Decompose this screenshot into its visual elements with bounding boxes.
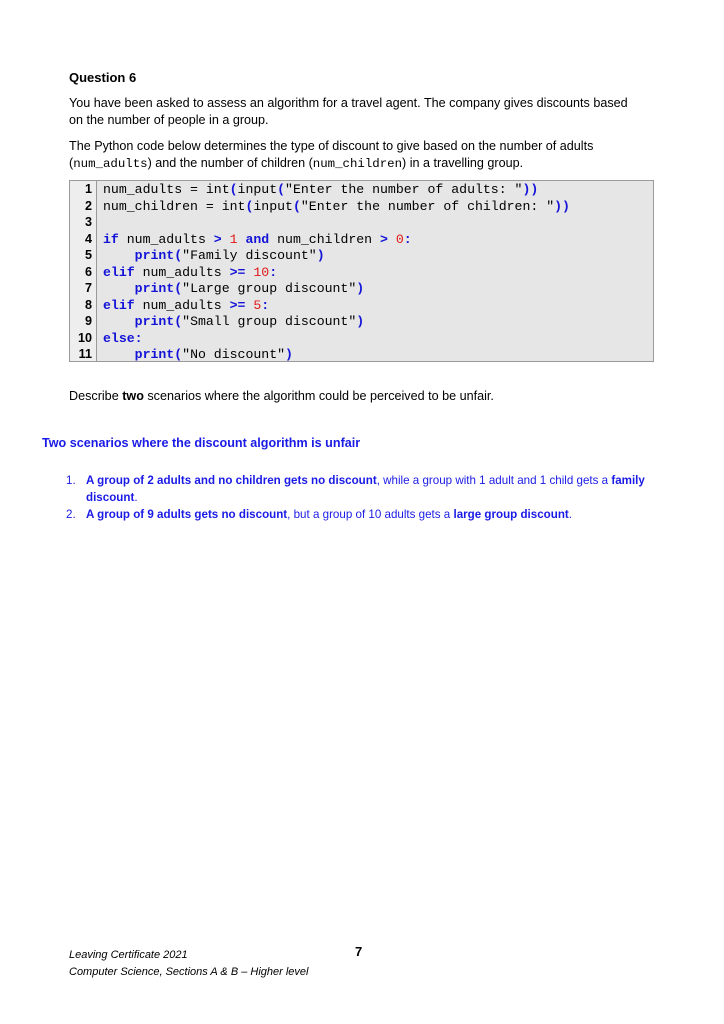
code-line-11 [103,347,293,362]
code-string: "Enter the number of adults: " [285,182,523,197]
code-number: 10 [245,264,270,280]
code-line-7 [103,281,364,296]
question-title: Question 6 [69,70,137,85]
answer-heading: Two scenarios where the discount algorithm is unfair [42,436,361,450]
answer-item-1 [66,472,676,506]
question-prompt [69,389,494,403]
code-paren: ) [356,314,365,329]
code-paren: )) [522,182,539,197]
code-string: "No discount" [182,347,286,362]
answer-bold: A group of 9 adults gets no discount [86,508,288,521]
desc-text: ) in a travelling group. [402,156,524,170]
footer-exam-year: Leaving Certificate 2021 [69,949,188,961]
prompt-emphasis: two [122,389,144,403]
page-number: 7 [355,944,363,959]
code-line-8 [103,298,269,313]
code-indent [103,347,135,362]
line-number: 2 [84,198,92,213]
code-line-4 [103,232,412,247]
code-keyword: print [134,347,175,362]
prompt-text: Describe [69,389,123,403]
code-line-10 [103,331,143,346]
code-paren: ) [285,347,293,362]
list-number: 2. [66,508,76,521]
desc-text: ( [69,156,74,170]
code-token: num_adults [118,231,214,247]
answer-item-2 [66,506,676,523]
answer-text: . [568,508,573,521]
code-operator: > [213,231,222,247]
code-token: input [237,182,278,197]
code-line-9 [103,314,364,329]
page-footer [69,947,308,981]
answer-text: , but a group of 10 adults gets a [287,508,454,521]
code-keyword: elif [103,297,135,313]
code-line-2 [103,199,570,214]
intro-line-1: You have been asked to assess an algorithm for a travel agent. The company gives discounts based [69,96,628,110]
code-indent [103,248,135,263]
list-number: 1. [66,474,76,487]
intro-line-2: on the number of people in a group. [69,113,269,127]
answer-bold: large group discount [453,508,569,521]
code-colon: : [261,297,270,313]
code-paren: ( [245,198,254,214]
code-token: num_adults [134,297,230,313]
answer-text: . [134,491,138,504]
code-number: 1 [221,231,246,247]
code-paren: ( [229,182,238,197]
code-paren: ( [292,198,301,214]
code-operator: >= [229,297,246,313]
code-operator: > [380,231,388,247]
code-colon: : [269,264,278,280]
code-keyword: print [134,248,175,263]
code-paren: ( [174,314,183,329]
code-paren: ) [316,248,325,263]
code-paren: )) [554,198,570,214]
desc-line-2 [69,155,669,173]
line-number: 4 [84,231,92,246]
code-keyword: else [103,330,135,346]
line-number: 3 [84,215,92,229]
code-line-6 [103,265,277,280]
desc-text: ) and the number of children ( [147,156,313,170]
code-token: num_adults [134,264,230,280]
code-indent [103,314,135,329]
code-token: num_adults = int [103,182,230,197]
code-string: "Small group discount" [182,314,357,329]
desc-line-1: The Python code below determines the type of discount to give based on the number of adults [69,139,594,153]
code-string: "Enter the number of children: " [300,198,555,214]
prompt-text: scenarios where the algorithm could be perceived to be unfair. [143,389,494,403]
footer-subject: Computer Science, Sections A & B – Higher level [69,966,309,978]
code-paren: ( [174,248,183,263]
line-number: 10 [77,330,92,345]
code-line-5 [103,248,325,263]
code-paren: ( [277,182,286,197]
code-paren: ) [356,281,365,296]
answer-text: , while a group with 1 adult and 1 child gets a [376,474,612,487]
code-paren: ( [174,281,183,296]
code-number: 0 [387,231,404,247]
line-number: 9 [84,314,92,328]
code-keyword: elif [103,264,135,280]
line-number: 11 [78,347,92,361]
question-intro [69,95,669,129]
code-operator: >= [229,264,246,280]
code-keyword: print [134,314,175,329]
line-number: 6 [84,264,92,279]
code-token: num_children [269,231,381,247]
question-description [69,138,669,173]
code-indent [103,281,135,296]
code-line-1 [103,182,538,197]
line-number: 1 [84,182,92,196]
var-num-children: num_children [312,157,403,171]
code-number: 5 [245,297,262,313]
code-keyword: and [245,231,270,247]
code-listing [69,180,654,362]
code-colon: : [403,231,412,247]
line-number-gutter [70,181,97,361]
var-num-adults: num_adults [73,157,148,171]
line-number: 8 [84,297,92,312]
code-token: num_children = int [103,198,246,214]
code-string: "Large group discount" [182,281,357,296]
answer-list [66,472,676,523]
code-paren: ( [174,347,183,362]
code-keyword: print [134,281,175,296]
code-colon: : [134,330,143,346]
code-token: input [253,198,293,214]
line-number: 7 [84,281,92,295]
answer-bold: family discount [86,474,645,504]
answer-bold: A group of 2 adults and no children gets no discount [86,474,377,487]
line-number: 5 [84,248,92,262]
code-keyword: if [103,231,119,247]
code-string: "Family discount" [182,248,317,263]
